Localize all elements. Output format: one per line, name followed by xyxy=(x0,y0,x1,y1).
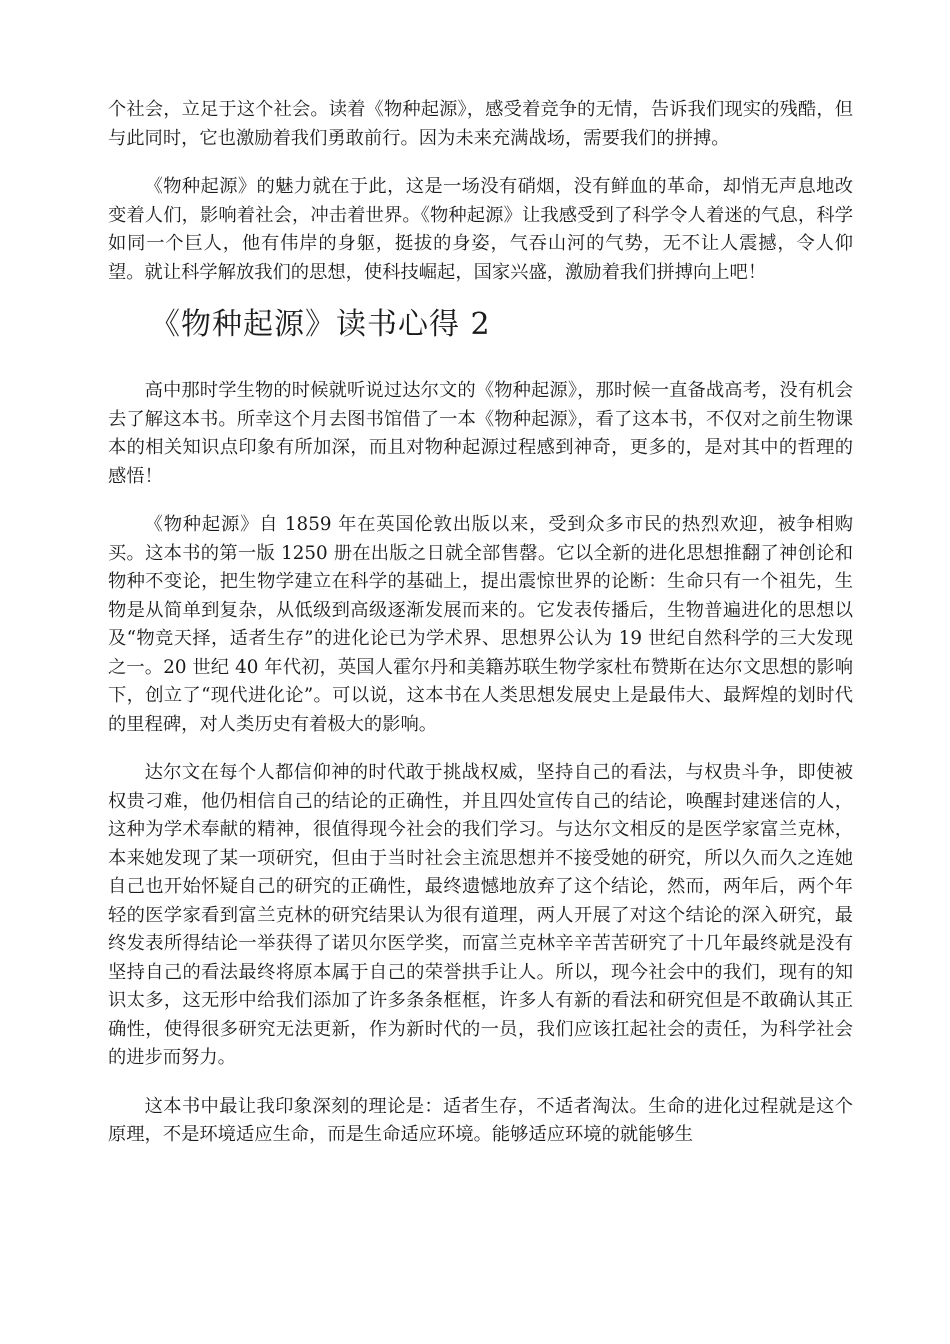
paragraph-intro: 高中那时学生物的时候就听说过达尔文的《物种起源》，那时候一直备战高考，没有机会去了解这本书。所幸这个月去图书馆借了一本《物种起源》，看了这本书，不仅对之前生物课本的相关知识点印象有所加深，而且对物种起源过程感到神奇，更多的，是对其中的哲理的感悟！ xyxy=(108,380,853,487)
paragraph-darwin-franklin: 达尔文在每个人都信仰神的时代敢于挑战权威，坚持自己的看法，与权贵斗争，即使被权贵刁难，他仍相信自己的结论的正确性，并且四处宣传自己的结论，唤醒封建迷信的人，这种为学术奉献的精神，很值得现今社会的我们学习。与达尔文相反的是医学家富兰克林，本来她发现了某一项研究，但由于当时社会主流思想并不接受她的研究，所以久而久之连她自己也开始怀疑自己的研究的正确性，最终遗憾地放弃了这个结论，然而，两年后，两个年轻的医学家看到富兰克林的研究结果认为很有道理，两人开展了对这个结论的深入研究，最终发表所得结论一举获得了诺贝尔医学奖，而富兰克林辛辛苦苦研究了十几年最终就是没有坚持自己的看法最终将原本属于自己的荣誉拱手让人。所以，现今社会中的我们，现有的知识太多，这无形中给我们添加了许多条条框框，许多人有新的看法和研究但是不敢确认其正确性，使得很多研究无法更新，作为新时代的一员，我们应该扛起社会的责任，为科学社会的进步而努力。 xyxy=(108,762,853,1068)
paragraph-history: 《物种起源》自 1859 年在英国伦敦出版以来，受到众多市民的热烈欢迎，被争相购买。这本书的第一版 1250 册在出版之日就全部售罄。它以全新的进化思想推翻了神创论和物种不变论，把生物学建立在科学的基础上，提出震惊世界的论断：生命只有一个祖先，生物是从简单到复杂，从低级到高级逐渐发展而来的。它发表传播后，生物普遍进化的思想以及“物竞天择，适者生存”的进化论已为学术界、思想界公认为 19 世纪自然科学的三大发现之一。20 世纪 40 年代初，英国人霍尔丹和美籍苏联生物学家杜布赞斯在达尔文思想的影响下，创立了“现代进化论”。可以说，这本书在人类思想发展史上是最伟大、最辉煌的划时代的里程碑，对人类历史有着极大的影响。 xyxy=(108,514,853,735)
paragraph-continued: 个社会，立足于这个社会。读着《物种起源》，感受着竞争的无情，告诉我们现实的残酷，但与此同时，它也激励着我们勇敢前行。因为未来充满战场，需要我们的拼搏。 xyxy=(108,99,853,149)
paragraph-charm: 《物种起源》的魅力就在于此，这是一场没有硝烟，没有鲜血的革命，却悄无声息地改变着人们，影响着社会，冲击着世界。《物种起源》让我感受到了科学令人着迷的气息，科学如同一个巨人，他有伟岸的身躯，挺拔的身姿，气吞山河的气势，无不让人震撼，令人仰望。就让科学解放我们的思想，使科技崛起，国家兴盛，激励着我们拼搏向上吧！ xyxy=(108,176,853,283)
section-heading: 《物种起源》读书心得 2 xyxy=(150,307,491,342)
paragraph-survival: 这本书中最让我印象深刻的理论是：适者生存，不适者淘汰。生命的进化过程就是这个原理，不是环境适应生命，而是生命适应环境。能够适应环境的就能够生 xyxy=(108,1095,853,1145)
document-page xyxy=(108,96,853,1170)
